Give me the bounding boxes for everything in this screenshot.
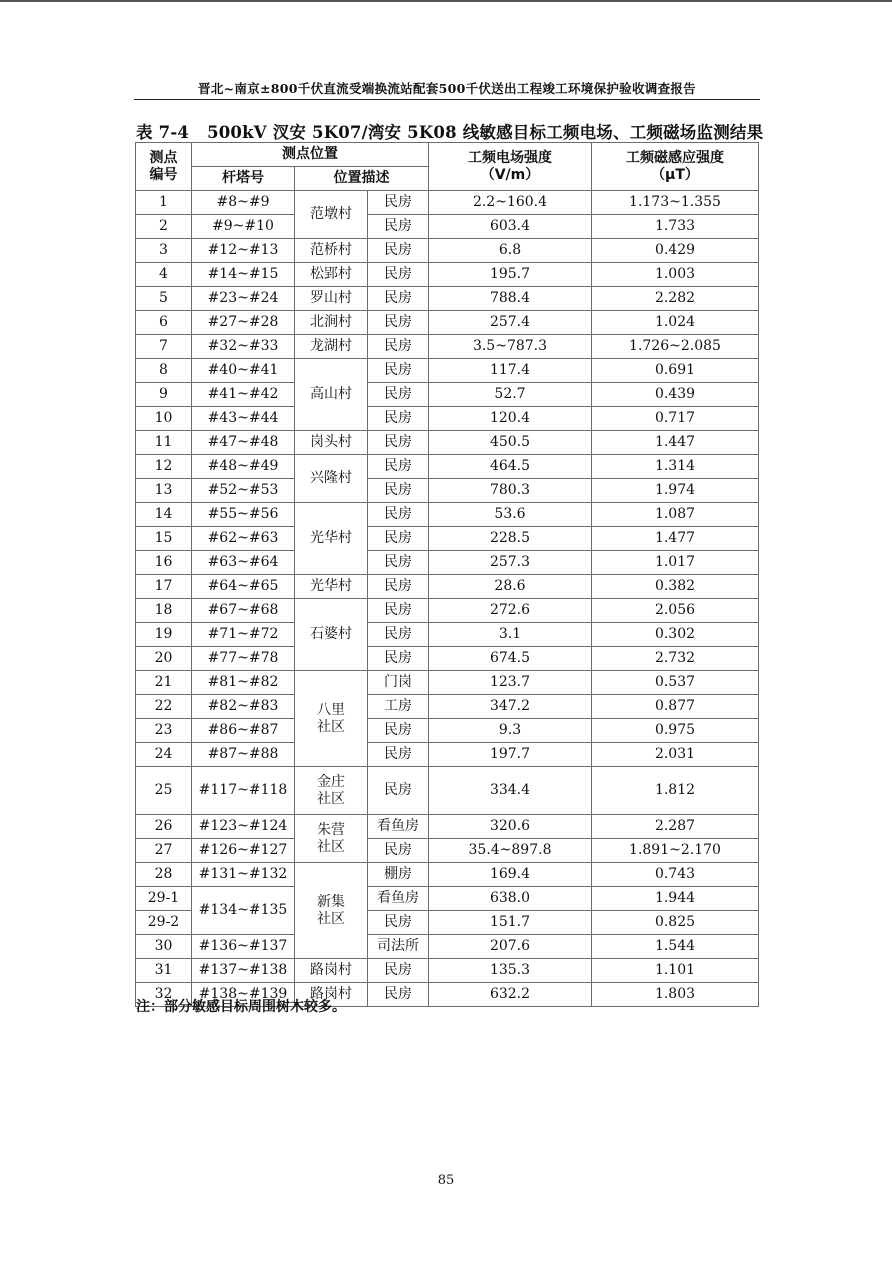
cell-point-no: 10 <box>136 407 192 431</box>
cell-e-field: 52.7 <box>429 383 592 407</box>
cell-tower: #117~#118 <box>192 767 295 815</box>
cell-building-type: 民房 <box>368 983 429 1007</box>
cell-b-field: 0.743 <box>592 863 759 887</box>
cell-tower: #55~#56 <box>192 503 295 527</box>
cell-b-field: 1.087 <box>592 503 759 527</box>
cell-tower: #27~#28 <box>192 311 295 335</box>
cell-building-type: 民房 <box>368 575 429 599</box>
cell-e-field: 334.4 <box>429 767 592 815</box>
header-location: 测点位置 <box>192 143 429 167</box>
table-row <box>136 767 759 815</box>
cell-village: 罗山村 <box>295 287 368 311</box>
table-row <box>136 935 759 959</box>
cell-point-no: 29-1 <box>136 887 192 911</box>
table-row <box>136 743 759 767</box>
table-caption <box>136 119 762 143</box>
table-row <box>136 695 759 719</box>
cell-b-field: 2.056 <box>592 599 759 623</box>
cell-tower: #43~#44 <box>192 407 295 431</box>
cell-e-field: 788.4 <box>429 287 592 311</box>
table-row <box>136 311 759 335</box>
cell-tower: #87~#88 <box>192 743 295 767</box>
cell-tower: #123~#124 <box>192 815 295 839</box>
cell-e-field: 632.2 <box>429 983 592 1007</box>
table-row <box>136 239 759 263</box>
cell-village: 北涧村 <box>295 311 368 335</box>
cell-village: 路岗村 <box>295 959 368 983</box>
cell-village: 路岗村 <box>295 983 368 1007</box>
cell-village: 兴隆村 <box>295 455 368 503</box>
cell-e-field: 780.3 <box>429 479 592 503</box>
table-number: 表 7-4 <box>136 123 190 142</box>
cell-point-no: 29-2 <box>136 911 192 935</box>
cell-tower: #41~#42 <box>192 383 295 407</box>
cell-tower: #71~#72 <box>192 623 295 647</box>
cell-building-type: 民房 <box>368 407 429 431</box>
cell-e-field: 464.5 <box>429 455 592 479</box>
cell-point-no: 16 <box>136 551 192 575</box>
table-row <box>136 191 759 215</box>
cell-building-type: 民房 <box>368 431 429 455</box>
cell-b-field: 1.726~2.085 <box>592 335 759 359</box>
cell-village: 高山村 <box>295 359 368 431</box>
header-point-no: 测点 编号 <box>136 143 192 191</box>
table-row <box>136 431 759 455</box>
cell-tower: #86~#87 <box>192 719 295 743</box>
cell-b-field: 1.101 <box>592 959 759 983</box>
cell-tower: #131~#132 <box>192 863 295 887</box>
cell-b-field: 0.537 <box>592 671 759 695</box>
cell-e-field: 123.7 <box>429 671 592 695</box>
cell-e-field: 228.5 <box>429 527 592 551</box>
cell-e-field: 120.4 <box>429 407 592 431</box>
cell-building-type: 民房 <box>368 599 429 623</box>
cell-tower: #82~#83 <box>192 695 295 719</box>
table-row <box>136 623 759 647</box>
cell-tower: #48~#49 <box>192 455 295 479</box>
cell-b-field: 0.429 <box>592 239 759 263</box>
cell-point-no: 1 <box>136 191 192 215</box>
cell-point-no: 22 <box>136 695 192 719</box>
cell-tower: #9~#10 <box>192 215 295 239</box>
cell-tower: #77~#78 <box>192 647 295 671</box>
cell-e-field: 117.4 <box>429 359 592 383</box>
cell-tower: #136~#137 <box>192 935 295 959</box>
running-header: 晋北~南京±800千伏直流受端换流站配套500千伏送出工程竣工环境保护验收调查报告 <box>198 81 696 96</box>
cell-village: 龙湖村 <box>295 335 368 359</box>
cell-point-no: 27 <box>136 839 192 863</box>
cell-e-field: 53.6 <box>429 503 592 527</box>
cell-b-field: 0.975 <box>592 719 759 743</box>
cell-b-field: 1.447 <box>592 431 759 455</box>
table-row <box>136 575 759 599</box>
cell-b-field: 1.891~2.170 <box>592 839 759 863</box>
cell-b-field: 1.314 <box>592 455 759 479</box>
cell-point-no: 6 <box>136 311 192 335</box>
cell-building-type: 民房 <box>368 455 429 479</box>
table-row <box>136 527 759 551</box>
cell-e-field: 207.6 <box>429 935 592 959</box>
table-row <box>136 959 759 983</box>
cell-tower: #67~#68 <box>192 599 295 623</box>
cell-e-field: 197.7 <box>429 743 592 767</box>
table-row <box>136 671 759 695</box>
cell-e-field: 347.2 <box>429 695 592 719</box>
cell-e-field: 257.3 <box>429 551 592 575</box>
cell-e-field: 169.4 <box>429 863 592 887</box>
cell-e-field: 6.8 <box>429 239 592 263</box>
table-row <box>136 455 759 479</box>
cell-building-type: 民房 <box>368 191 429 215</box>
cell-point-no: 9 <box>136 383 192 407</box>
cell-point-no: 15 <box>136 527 192 551</box>
header-b-field: 工频磁感应强度 （μT） <box>592 143 759 191</box>
cell-point-no: 23 <box>136 719 192 743</box>
cell-village: 岗头村 <box>295 431 368 455</box>
cell-village: 新集 社区 <box>295 863 368 959</box>
table-row <box>136 839 759 863</box>
cell-building-type: 看鱼房 <box>368 887 429 911</box>
cell-b-field: 2.282 <box>592 287 759 311</box>
cell-b-field: 1.733 <box>592 215 759 239</box>
cell-village: 石婆村 <box>295 599 368 671</box>
cell-e-field: 3.1 <box>429 623 592 647</box>
cell-b-field: 1.544 <box>592 935 759 959</box>
cell-b-field: 1.017 <box>592 551 759 575</box>
cell-tower: #40~#41 <box>192 359 295 383</box>
cell-point-no: 20 <box>136 647 192 671</box>
table-row <box>136 815 759 839</box>
cell-tower: #64~#65 <box>192 575 295 599</box>
table-row <box>136 359 759 383</box>
cell-village: 光华村 <box>295 503 368 575</box>
cell-building-type: 棚房 <box>368 863 429 887</box>
cell-tower: #52~#53 <box>192 479 295 503</box>
cell-point-no: 24 <box>136 743 192 767</box>
header-position-desc: 位置描述 <box>295 167 429 191</box>
cell-point-no: 21 <box>136 671 192 695</box>
cell-e-field: 28.6 <box>429 575 592 599</box>
cell-tower: #126~#127 <box>192 839 295 863</box>
cell-building-type: 民房 <box>368 743 429 767</box>
cell-b-field: 1.003 <box>592 263 759 287</box>
cell-b-field: 2.031 <box>592 743 759 767</box>
cell-point-no: 2 <box>136 215 192 239</box>
table-row <box>136 263 759 287</box>
cell-e-field: 638.0 <box>429 887 592 911</box>
cell-b-field: 1.477 <box>592 527 759 551</box>
cell-point-no: 18 <box>136 599 192 623</box>
cell-tower: #134~#135 <box>192 887 295 935</box>
cell-building-type: 民房 <box>368 551 429 575</box>
cell-b-field: 1.024 <box>592 311 759 335</box>
cell-building-type: 民房 <box>368 239 429 263</box>
cell-building-type: 民房 <box>368 479 429 503</box>
cell-village: 金庄 社区 <box>295 767 368 815</box>
cell-b-field: 0.717 <box>592 407 759 431</box>
cell-tower: #62~#63 <box>192 527 295 551</box>
cell-b-field: 0.825 <box>592 911 759 935</box>
cell-building-type: 民房 <box>368 503 429 527</box>
table-row <box>136 863 759 887</box>
cell-point-no: 28 <box>136 863 192 887</box>
cell-point-no: 31 <box>136 959 192 983</box>
table-row <box>136 383 759 407</box>
cell-building-type: 民房 <box>368 719 429 743</box>
cell-b-field: 0.691 <box>592 359 759 383</box>
cell-tower: #81~#82 <box>192 671 295 695</box>
monitoring-results-table <box>135 142 759 1007</box>
cell-point-no: 26 <box>136 815 192 839</box>
cell-village: 八里 社区 <box>295 671 368 767</box>
cell-village: 松郢村 <box>295 263 368 287</box>
cell-building-type: 民房 <box>368 383 429 407</box>
cell-b-field: 1.812 <box>592 767 759 815</box>
cell-e-field: 9.3 <box>429 719 592 743</box>
header-tower: 杆塔号 <box>192 167 295 191</box>
table-row <box>136 647 759 671</box>
table-row <box>136 551 759 575</box>
cell-building-type: 民房 <box>368 911 429 935</box>
cell-point-no: 5 <box>136 287 192 311</box>
table-row <box>136 407 759 431</box>
cell-building-type: 门岗 <box>368 671 429 695</box>
header-e-field: 工频电场强度 （V/m） <box>429 143 592 191</box>
table-row <box>136 599 759 623</box>
cell-tower: #47~#48 <box>192 431 295 455</box>
cell-building-type: 民房 <box>368 527 429 551</box>
cell-tower: #12~#13 <box>192 239 295 263</box>
table-body <box>136 191 759 1007</box>
cell-village: 范墩村 <box>295 191 368 239</box>
cell-b-field: 0.877 <box>592 695 759 719</box>
cell-village: 范桥村 <box>295 239 368 263</box>
cell-e-field: 151.7 <box>429 911 592 935</box>
table-row <box>136 887 759 911</box>
cell-village: 朱营 社区 <box>295 815 368 863</box>
cell-e-field: 603.4 <box>429 215 592 239</box>
cell-building-type: 看鱼房 <box>368 815 429 839</box>
cell-e-field: 450.5 <box>429 431 592 455</box>
cell-village: 光华村 <box>295 575 368 599</box>
top-border <box>0 0 892 2</box>
cell-point-no: 17 <box>136 575 192 599</box>
table-row <box>136 503 759 527</box>
cell-point-no: 25 <box>136 767 192 815</box>
cell-tower: #63~#64 <box>192 551 295 575</box>
header-rule <box>134 99 760 100</box>
cell-building-type: 工房 <box>368 695 429 719</box>
cell-e-field: 2.2~160.4 <box>429 191 592 215</box>
cell-point-no: 12 <box>136 455 192 479</box>
cell-b-field: 0.439 <box>592 383 759 407</box>
table-title: 500kV 汊安 5K07/湾安 5K08 线敏感目标工频电场、工频磁场监测结果 <box>207 123 764 142</box>
cell-point-no: 30 <box>136 935 192 959</box>
cell-e-field: 257.4 <box>429 311 592 335</box>
cell-b-field: 1.803 <box>592 983 759 1007</box>
cell-point-no: 14 <box>136 503 192 527</box>
cell-building-type: 民房 <box>368 215 429 239</box>
table-row <box>136 719 759 743</box>
cell-building-type: 民房 <box>368 647 429 671</box>
cell-building-type: 民房 <box>368 335 429 359</box>
cell-b-field: 0.382 <box>592 575 759 599</box>
cell-tower: #23~#24 <box>192 287 295 311</box>
cell-building-type: 民房 <box>368 311 429 335</box>
cell-building-type: 民房 <box>368 767 429 815</box>
cell-point-no: 7 <box>136 335 192 359</box>
table-row <box>136 215 759 239</box>
cell-e-field: 3.5~787.3 <box>429 335 592 359</box>
cell-e-field: 320.6 <box>429 815 592 839</box>
cell-point-no: 3 <box>136 239 192 263</box>
cell-e-field: 674.5 <box>429 647 592 671</box>
cell-e-field: 195.7 <box>429 263 592 287</box>
cell-point-no: 32 <box>136 983 192 1007</box>
cell-building-type: 民房 <box>368 839 429 863</box>
cell-building-type: 民房 <box>368 359 429 383</box>
cell-e-field: 35.4~897.8 <box>429 839 592 863</box>
table-row <box>136 335 759 359</box>
table-row <box>136 287 759 311</box>
cell-point-no: 11 <box>136 431 192 455</box>
cell-building-type: 司法所 <box>368 935 429 959</box>
cell-point-no: 19 <box>136 623 192 647</box>
cell-building-type: 民房 <box>368 959 429 983</box>
cell-b-field: 2.732 <box>592 647 759 671</box>
cell-b-field: 1.944 <box>592 887 759 911</box>
cell-b-field: 2.287 <box>592 815 759 839</box>
cell-e-field: 135.3 <box>429 959 592 983</box>
cell-building-type: 民房 <box>368 263 429 287</box>
table-row <box>136 479 759 503</box>
cell-point-no: 13 <box>136 479 192 503</box>
cell-building-type: 民房 <box>368 623 429 647</box>
cell-tower: #14~#15 <box>192 263 295 287</box>
cell-b-field: 0.302 <box>592 623 759 647</box>
cell-point-no: 8 <box>136 359 192 383</box>
cell-tower: #138~#139 <box>192 983 295 1007</box>
cell-b-field: 1.974 <box>592 479 759 503</box>
cell-point-no: 4 <box>136 263 192 287</box>
cell-building-type: 民房 <box>368 287 429 311</box>
page-number: 85 <box>437 1173 455 1188</box>
cell-tower: #8~#9 <box>192 191 295 215</box>
table-note: 注：部分敏感目标周围树木较多。 <box>136 999 346 1015</box>
cell-e-field: 272.6 <box>429 599 592 623</box>
cell-tower: #137~#138 <box>192 959 295 983</box>
cell-b-field: 1.173~1.355 <box>592 191 759 215</box>
cell-tower: #32~#33 <box>192 335 295 359</box>
